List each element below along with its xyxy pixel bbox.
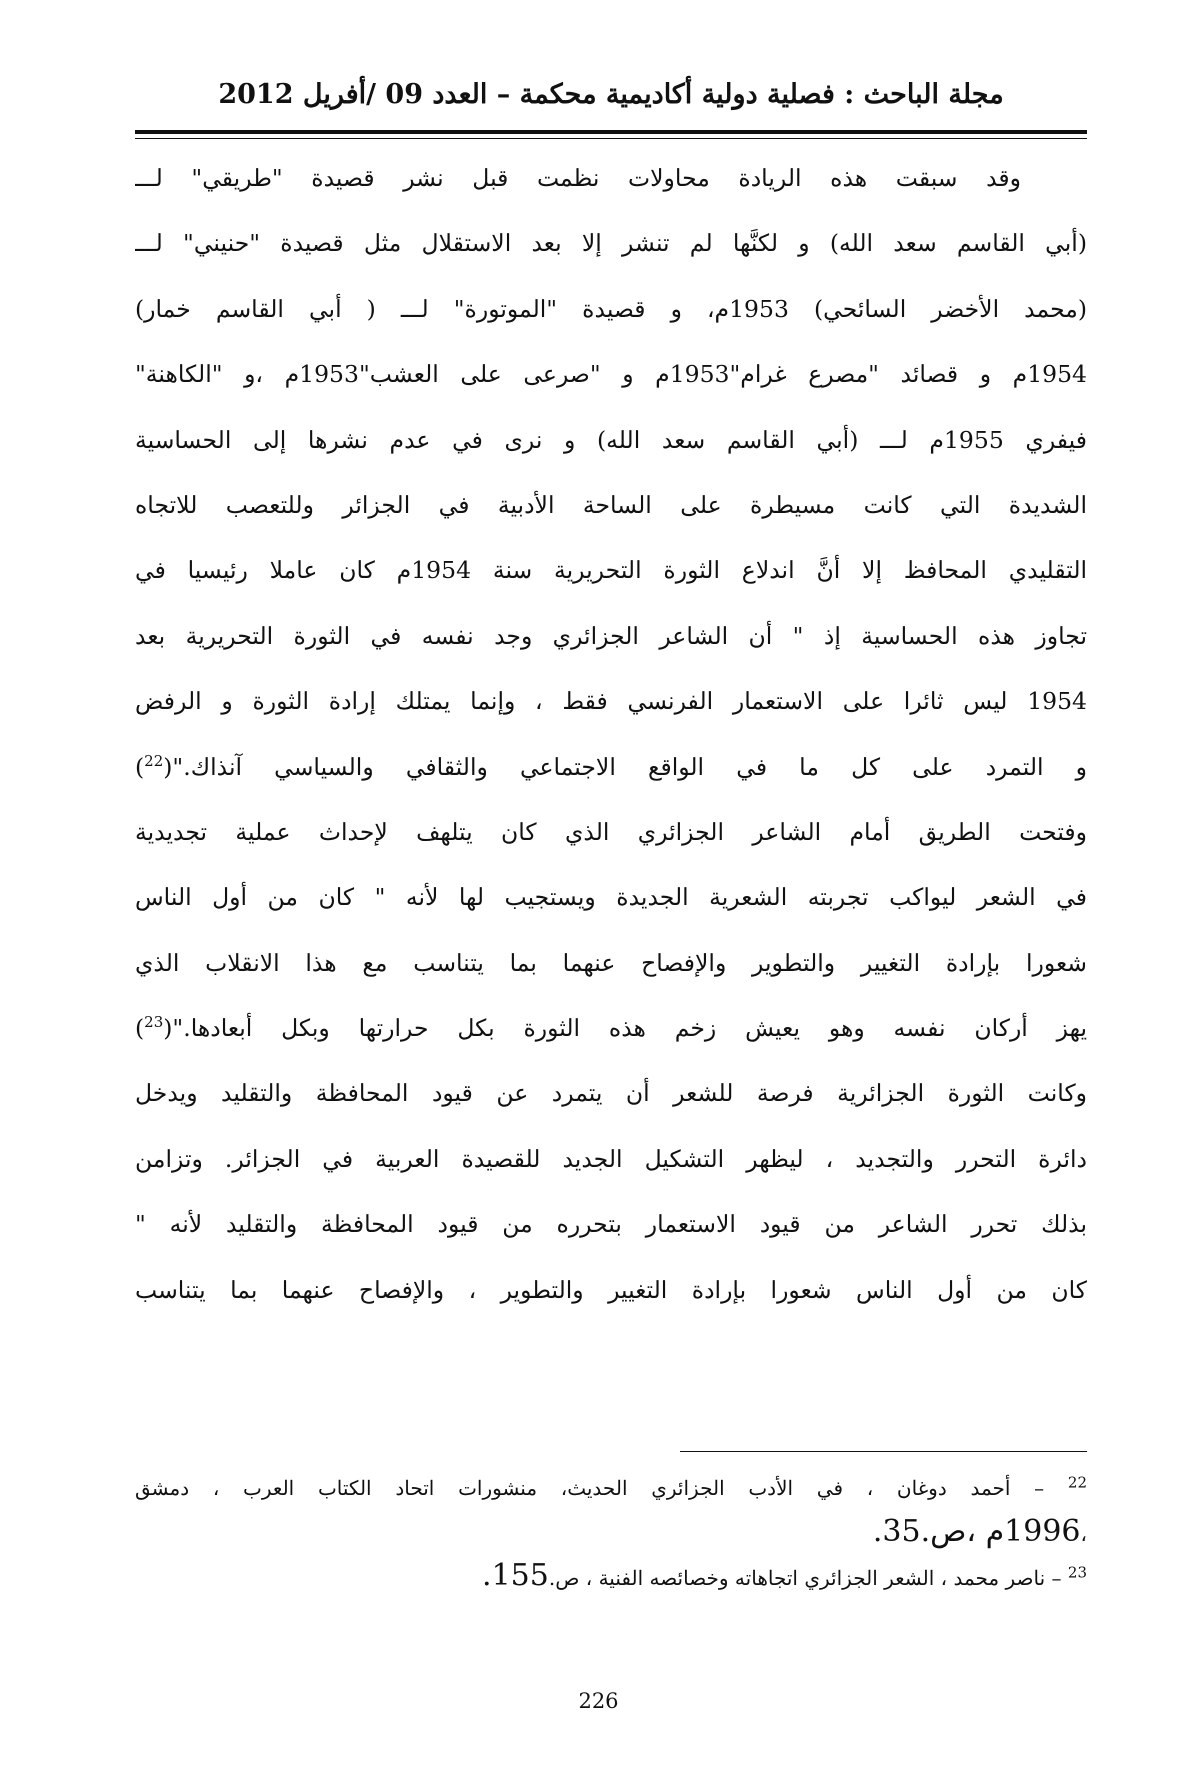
body-line-13: شعورا بإرادة التغيير والتطوير والإفصاح عنهما بما يتناسب مع هذا الانقلاب الذي [135, 948, 1087, 977]
body-line-5: فيفري 1955م لـــ (أبي القاسم سعد الله) و نرى في عدم نشرها إلى الحساسية [135, 425, 1087, 454]
body-line-14 [135, 996, 1087, 1061]
body-line-2: (أبي القاسم سعد الله) و لكنَّها لم تنشر إلا بعد الاستقلال مثل قصيدة "حنيني" لـــ [135, 229, 1087, 258]
journal-header: مجلة الباحث : فصلية دولية أكاديمية محكمة – العدد 09 /أفريل 2012 [218, 79, 1004, 110]
footnote-ref-23-close: ) [135, 1014, 145, 1043]
header-rule-thin [135, 138, 1087, 139]
page-number: 226 [578, 1689, 619, 1713]
header-rule-thick [135, 130, 1087, 134]
body-paragraphs [135, 146, 1087, 1323]
footnote-ref-22-close: ) [135, 752, 145, 781]
footnote-23-number: 23 [1067, 1563, 1087, 1582]
body-line-8: تجاوز هذه الحساسية إذ " أن الشاعر الجزائري وجد نفسه في الثورة التحريرية بعد [135, 621, 1087, 650]
footnote-ref-23: 23 [144, 1013, 164, 1032]
body-line-7: التقليدي المحافظ إلا أنَّ اندلاع الثورة التحريرية سنة 1954م كان عاملا رئيسيا في [135, 556, 1087, 585]
body-line-11: وفتحت الطريق أمام الشاعر الجزائري الذي كان يتلهف لإحداث عملية تجديدية [135, 817, 1087, 846]
body-line-14-text: يهز أركان نفسه وهو يعيش زخم هذه الثورة بكل حرارتها وبكل أبعادها."( [163, 1014, 1087, 1043]
footnote-separator [680, 1451, 1087, 1452]
footnote-22-comma: ، [1080, 1522, 1087, 1546]
body-line-10 [135, 735, 1087, 800]
body-line-3: (محمد الأخضر السائحي) 1953م، و قصيدة "الموتورة" لـــ ( أبي القاسم خمار) [135, 294, 1087, 323]
body-line-18: كان من أول الناس شعورا بإرادة التغيير والتطوير ، والإفصاح عنهما بما يتناسب [135, 1275, 1087, 1304]
body-line-16: دائرة التحرر والتجديد ، ليظهر التشكيل الجديد للقصيدة العربية في الجزائر. وتزامن [135, 1144, 1087, 1173]
footnote-22-number: 22 [1067, 1473, 1087, 1492]
footnote-22-year-page: 1996م ،ص.35. [872, 1514, 1081, 1549]
footnote-22-line-1 [135, 1466, 1087, 1510]
body-line-10-text: و التمرد على كل ما في الواقع الاجتماعي والثقافي والسياسي آنذاك."( [163, 752, 1087, 781]
footnote-23-text: – ناصر محمد ، الشعر الجزائري اتجاهاته وخصائصه الفنية ، ص. [548, 1566, 1062, 1590]
footnote-23-line [135, 1554, 1087, 1598]
footnote-23-page: 155. [482, 1558, 549, 1593]
body-line-17: بذلك تحرر الشاعر من قيود الاستعمار بتحرره من قيود المحافظة والتقليد لأنه " [135, 1210, 1087, 1239]
body-line-12: في الشعر ليواكب تجربته الشعرية الجديدة ويستجيب لها لأنه " كان من أول الناس [135, 883, 1087, 912]
body-line-9: 1954 ليس ثائرا على الاستعمار الفرنسي فقط ، وإنما يمتلك إرادة الثورة و الرفض [135, 687, 1087, 716]
footnotes [135, 1466, 1087, 1598]
body-line-6: الشديدة التي كانت مسيطرة على الساحة الأدبية في الجزائر وللتعصب للاتجاه [135, 490, 1087, 519]
body-line-15: وكانت الثورة الجزائرية فرصة للشعر أن يتمرد عن قيود المحافظة والتقليد ويدخل [135, 1079, 1087, 1108]
footnote-22-text: – أحمد دوغان ، في الأدب الجزائري الحديث، منشورات اتحاد الكتاب العرب ، دمشق [135, 1476, 1045, 1500]
footnote-22-line-2 [135, 1510, 1087, 1554]
body-line-4: 1954م و قصائد "مصرع غرام"1953م و "صرعى على العشب"1953م ،و "الكاهنة" [135, 360, 1087, 389]
body-line-1: وقد سبقت هذه الريادة محاولات نظمت قبل نشر قصيدة "طريقي" لـــ [135, 164, 1021, 192]
footnote-ref-22: 22 [144, 751, 164, 770]
